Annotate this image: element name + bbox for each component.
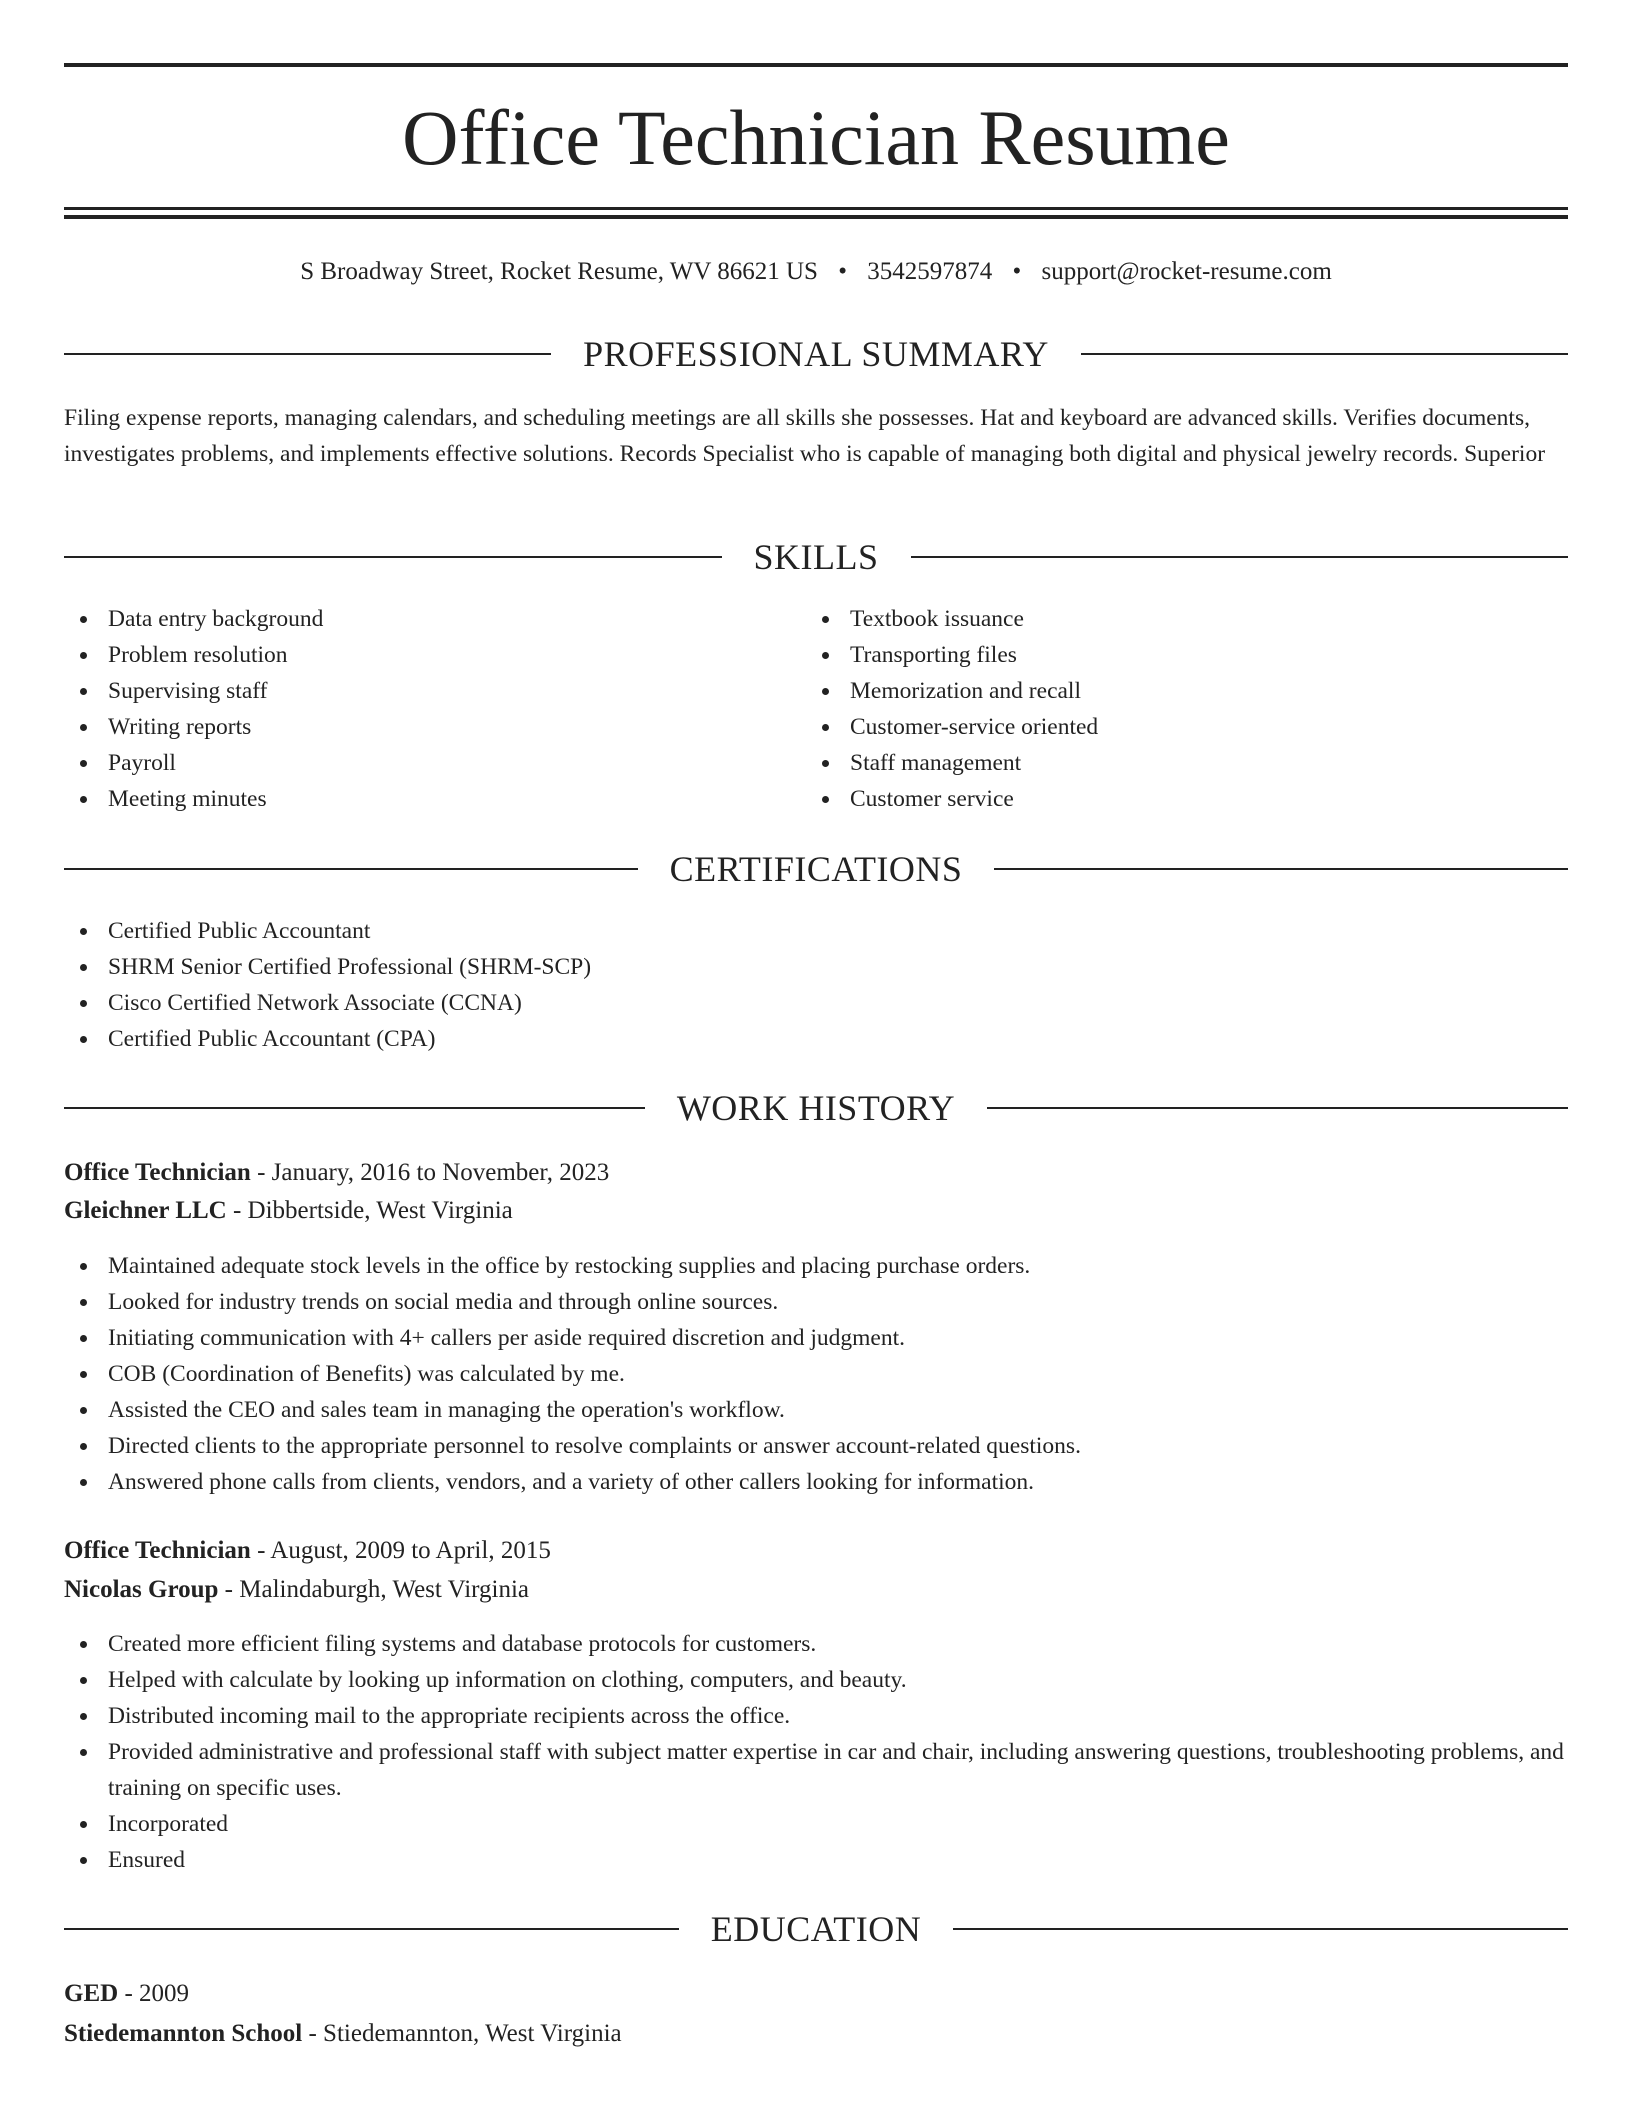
title-rule-upper [64, 207, 1568, 210]
summary-heading-label: PROFESSIONAL SUMMARY [583, 334, 1049, 374]
job-bullet: Looked for industry trends on social media and through online sources. [64, 1284, 1568, 1320]
job-bullet: Initiating communication with 4+ callers per aside required discretion and judgment. [64, 1320, 1568, 1356]
job-bullet: Provided administrative and professional staff with subject matter expertise in car and chair, including answering questions, troubleshooting problems, and training on specific uses. [64, 1734, 1568, 1806]
certification-item: Certified Public Accountant [64, 913, 1164, 949]
contact-address: S Broadway Street, Rocket Resume, WV 86621 US [300, 258, 818, 285]
job-bullet: Directed clients to the appropriate personnel to resolve complaints or answer account-related questions. [64, 1428, 1568, 1464]
contact-separator: • [1012, 258, 1022, 285]
heading-rule-right [1081, 353, 1568, 355]
skills-list-right [806, 601, 1546, 817]
skill-item: Textbook issuance [806, 601, 1546, 637]
job-bullet: Helped with calculate by looking up information on clothing, computers, and beauty. [64, 1662, 1568, 1698]
contact-phone: 3542597874 [867, 258, 993, 285]
job-title: Office Technician [64, 1537, 251, 1564]
job-bullet: Assisted the CEO and sales team in managing the operation's workflow. [64, 1392, 1568, 1428]
heading-rule-left [64, 353, 551, 355]
skill-item: Memorization and recall [806, 673, 1546, 709]
job-company: Nicolas Group [64, 1576, 219, 1603]
skill-item: Data entry background [64, 601, 804, 637]
certification-item: Certified Public Accountant (CPA) [64, 1021, 1164, 1057]
contact-line [64, 254, 1568, 290]
job-bullet: Created more efficient filing systems and database protocols for customers. [64, 1626, 1568, 1662]
title-rule-lower [64, 215, 1568, 219]
certification-item: SHRM Senior Certified Professional (SHRM-SCP) [64, 949, 1164, 985]
job-bullet: Ensured [64, 1842, 1568, 1878]
certifications-list [64, 913, 1164, 1057]
heading-rule-left [64, 556, 722, 558]
job-title-line [64, 1155, 609, 1191]
education-degree: GED [64, 1980, 119, 2007]
skill-item: Customer-service oriented [806, 709, 1546, 745]
skill-item: Supervising staff [64, 673, 804, 709]
contact-separator: • [838, 258, 847, 285]
job-dates: - January, 2016 to November, 2023 [250, 1159, 610, 1186]
job-bullet: Incorporated [64, 1806, 1568, 1842]
job-company: Gleichner LLC [64, 1197, 227, 1224]
summary-heading [64, 334, 1568, 374]
job-bullet: Answered phone calls from clients, vendors, and a variety of other callers looking for information. [64, 1464, 1568, 1500]
job-dates: - August, 2009 to April, 2015 [250, 1537, 551, 1564]
heading-rule-right [994, 868, 1568, 870]
heading-rule-left [64, 868, 638, 870]
education-heading [64, 1909, 1568, 1949]
education-year: - 2009 [118, 1980, 190, 2007]
skill-item: Problem resolution [64, 637, 804, 673]
certifications-heading [64, 849, 1568, 889]
education-school: Stiedemannton School [64, 2020, 303, 2047]
job-bullets [64, 1626, 1568, 1878]
summary-text: Filing expense reports, managing calendars, and scheduling meetings are all skills she possesses. Hat and keyboard are advanced skills. Verifies documents, investigates problems, and implements effective solutions. Records Specialist who is capable of managing both digital and physical jewelry records. Superior [64, 405, 1546, 467]
certification-item: Cisco Certified Network Associate (CCNA) [64, 985, 1164, 1021]
skill-item: Writing reports [64, 709, 804, 745]
contact-email: support@rocket-resume.com [1041, 258, 1332, 285]
job-location: - Malindaburgh, West Virginia [218, 1576, 530, 1603]
job-bullet: Maintained adequate stock levels in the office by restocking supplies and placing purchase orders. [64, 1248, 1568, 1284]
heading-rule-left [64, 1928, 679, 1930]
job-bullets [64, 1248, 1568, 1500]
education-heading-label: EDUCATION [710, 1909, 922, 1949]
job-title: Office Technician [64, 1159, 251, 1186]
work-history-heading [64, 1088, 1568, 1128]
skill-item: Transporting files [806, 637, 1546, 673]
skills-list-left [64, 601, 804, 817]
certifications-heading-label: CERTIFICATIONS [669, 849, 963, 889]
heading-rule-left [64, 1107, 645, 1109]
skill-item: Meeting minutes [64, 781, 804, 817]
skill-item: Staff management [806, 745, 1546, 781]
job-bullet: COB (Coordination of Benefits) was calculated by me. [64, 1356, 1568, 1392]
job-bullet: Distributed incoming mail to the appropriate recipients across the office. [64, 1698, 1568, 1734]
education-degree-line [64, 1976, 189, 2012]
education-location: - Stiedemannton, West Virginia [302, 2020, 622, 2047]
heading-rule-right [987, 1107, 1568, 1109]
job-title-line [64, 1533, 551, 1569]
resume-title: Office Technician Resume [402, 94, 1230, 181]
heading-rule-right [953, 1928, 1568, 1930]
job-company-line [64, 1572, 529, 1608]
heading-rule-right [911, 556, 1569, 558]
education-school-line [64, 2016, 622, 2052]
skill-item: Payroll [64, 745, 804, 781]
job-location: - Dibbertside, West Virginia [226, 1197, 513, 1224]
skills-heading-label: SKILLS [753, 537, 879, 577]
skill-item: Customer service [806, 781, 1546, 817]
skills-heading [64, 537, 1568, 577]
work-history-heading-label: WORK HISTORY [676, 1088, 956, 1128]
top-rule [64, 63, 1568, 67]
job-company-line [64, 1193, 513, 1229]
